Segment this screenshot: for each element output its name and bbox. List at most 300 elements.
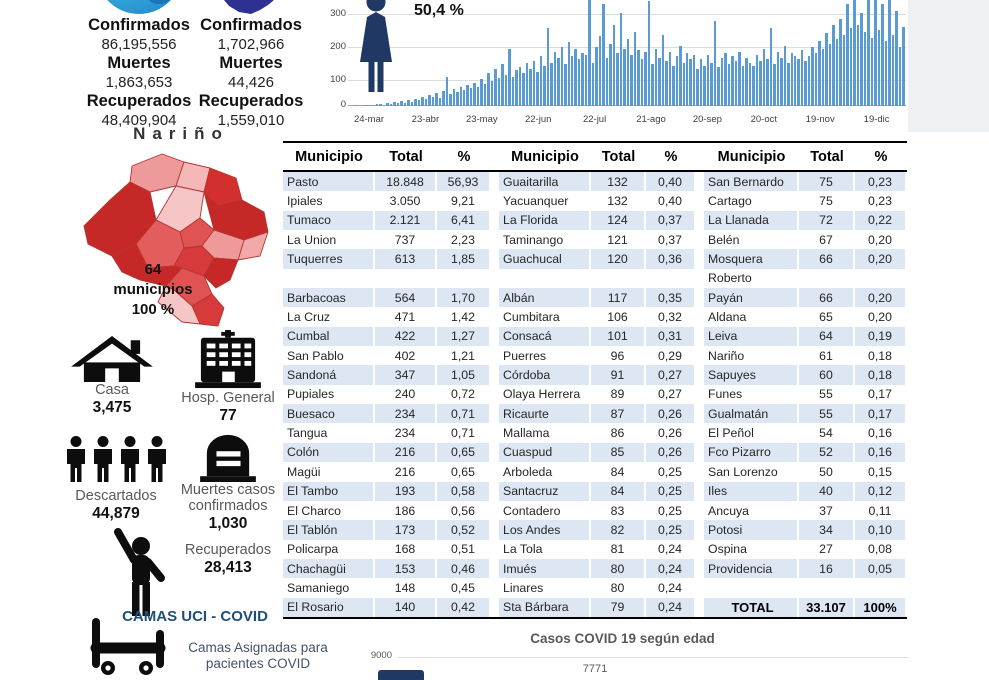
daily-bar (494, 69, 496, 106)
daily-bar (470, 88, 472, 106)
table-cell: Imués (499, 559, 591, 578)
municipios-percent: 100 % (131, 301, 175, 318)
daily-bar (832, 25, 834, 106)
table-cell: 75 (799, 191, 855, 210)
table-cell: 81 (591, 540, 646, 559)
hospital-bed-icon (84, 618, 180, 676)
table-cell: 0,27 (646, 385, 696, 404)
hospital-stat (178, 330, 278, 425)
table-cell: 55 (799, 385, 855, 404)
table-cell (375, 269, 437, 288)
daily-bar (442, 91, 444, 106)
table-cell: 422 (375, 327, 437, 346)
daily-bar (839, 19, 841, 106)
table-cell: 79 (591, 598, 646, 617)
table-cell: 0,25 (646, 462, 696, 481)
table-cell: 148 (375, 578, 437, 597)
world-recovered-value: 48,409,904 (101, 112, 177, 129)
table-row (283, 501, 907, 520)
daily-bar (425, 99, 427, 106)
daily-bar (784, 46, 786, 106)
daily-bar (561, 47, 563, 106)
table-cell: 0,42 (437, 598, 491, 617)
table-cell: 0,20 (855, 288, 907, 307)
daily-bar (522, 73, 524, 106)
daily-bar (501, 64, 503, 106)
daily-bar (487, 73, 489, 106)
colombia-confirmed-value: 1,702,966 (217, 36, 285, 53)
table-row (283, 172, 907, 191)
table-cell: 84 (591, 462, 646, 481)
x-tick-label: 24-mar (353, 114, 385, 125)
table-row (283, 462, 907, 481)
daily-bar (714, 21, 716, 106)
daily-bar (679, 46, 681, 106)
table-cell: 216 (375, 443, 437, 462)
daily-bar (745, 58, 747, 106)
table-cell: Tangua (283, 423, 375, 442)
daily-bar (491, 81, 493, 106)
table-cell: Colón (283, 443, 375, 462)
table-cell: 1,85 (437, 249, 491, 268)
daily-bar (571, 56, 573, 106)
table-cell: 0,10 (855, 520, 907, 539)
muertes-value: 1,030 (208, 515, 248, 532)
table-cell: San Pablo (283, 346, 375, 365)
daily-bar (466, 85, 468, 106)
table-cell: El Rosario (283, 598, 375, 617)
table-cell: La Cruz (283, 307, 375, 326)
daily-bar (693, 55, 695, 106)
daily-bar (557, 58, 559, 106)
table-cell: 0,46 (437, 559, 491, 578)
table-cell: 80 (591, 578, 646, 597)
table-cell: 240 (375, 385, 437, 404)
table-cell: El Tablón (283, 520, 375, 539)
table-header-cell: % (457, 148, 471, 165)
table-cell: 66 (799, 249, 855, 268)
table-cell: 87 (591, 404, 646, 423)
daily-bar (526, 63, 528, 106)
daily-bar (655, 49, 657, 106)
table-cell (499, 269, 591, 288)
x-tick-label: 23-may (465, 114, 498, 125)
table-cell: 0,17 (855, 385, 907, 404)
y-tick-label: 100 (330, 74, 346, 85)
table-cell: 168 (375, 540, 437, 559)
table-cell: 56,93 (437, 172, 491, 191)
table-cell: Chachagüi (283, 559, 375, 578)
table-row (283, 307, 907, 326)
women-percent-label: 50,4 % (414, 2, 464, 19)
daily-bar (627, 39, 629, 106)
table-cell: El Charco (283, 501, 375, 520)
world-deaths-value: 1,863,653 (105, 74, 173, 91)
table-cell: Puerres (499, 346, 591, 365)
table-cell: 0,12 (855, 482, 907, 501)
daily-bar (710, 63, 712, 106)
table-cell: 0,20 (855, 307, 907, 326)
table-cell: 61 (799, 346, 855, 365)
table-header-cell: Municipio (295, 148, 363, 165)
table-cell: Olaya Herrera (499, 385, 591, 404)
table-header-row (283, 141, 907, 172)
table-cell: 0,25 (646, 501, 696, 520)
daily-bar (717, 67, 719, 106)
table-row (283, 385, 907, 404)
table-cell: 64 (799, 327, 855, 346)
table-cell: Belén (704, 230, 799, 249)
table-cell: 0,35 (646, 288, 696, 307)
table-cell: Buesaco (283, 404, 375, 423)
table-row (283, 423, 907, 442)
table-cell: 33.107 (799, 598, 855, 617)
descartados-label: Descartados (75, 488, 157, 504)
table-cell: 16 (799, 559, 855, 578)
table-cell: Magüi (283, 462, 375, 481)
table-cell: 89 (591, 385, 646, 404)
table-cell: 0,29 (646, 346, 696, 365)
colombia-map-icon (222, 0, 276, 15)
table-cell: Albán (499, 288, 591, 307)
recuperados-value: 28,413 (204, 559, 252, 576)
municipios-count: 64 (144, 261, 162, 278)
world-recovered-label: Recuperados (86, 92, 192, 110)
hospital-icon (193, 330, 263, 390)
table-cell (855, 269, 907, 288)
table-cell: 0,71 (437, 423, 491, 442)
daily-bar (899, 47, 901, 106)
table-cell: Providencia (704, 559, 799, 578)
age-chart-y-tick: 9000 (370, 650, 392, 661)
daily-bar (602, 4, 604, 106)
table-cell: 234 (375, 404, 437, 423)
table-cell (437, 269, 491, 288)
table-cell: 1,05 (437, 365, 491, 384)
table-cell: TOTAL (704, 598, 799, 617)
daily-bar (728, 64, 730, 106)
table-cell: 0,72 (437, 385, 491, 404)
daily-bar (707, 55, 709, 106)
table-cell: Los Andes (499, 520, 591, 539)
x-tick-label: 23-abr (411, 114, 440, 125)
table-cell: El Tambo (283, 482, 375, 501)
age-chart-title: Casos COVID 19 según edad (530, 631, 715, 646)
daily-bar (595, 47, 597, 106)
table-cell: Córdoba (499, 365, 591, 384)
table-cell: 0,17 (855, 404, 907, 423)
daily-bar (791, 53, 793, 106)
table-cell: Yacuanquer (499, 191, 591, 210)
daily-bar (609, 44, 611, 106)
daily-bar (836, 39, 838, 106)
table-cell: 54 (799, 423, 855, 442)
table-cell: 1,27 (437, 327, 491, 346)
daily-bar (822, 49, 824, 106)
table-row (283, 365, 907, 384)
table-cell: 0,40 (646, 191, 696, 210)
table-row (283, 482, 907, 501)
daily-bar (634, 32, 636, 106)
table-cell: 140 (375, 598, 437, 617)
daily-bar (564, 64, 566, 106)
table-cell: 2.121 (375, 211, 437, 230)
table-cell: 2,23 (437, 230, 491, 249)
daily-bar (512, 77, 514, 106)
table-cell: 1,70 (437, 288, 491, 307)
table-cell: Sta Bárbara (499, 598, 591, 617)
daily-bar (756, 55, 758, 106)
daily-bar (780, 58, 782, 106)
table-cell: 50 (799, 462, 855, 481)
table-cell: 60 (799, 365, 855, 384)
table-cell: Aldana (704, 307, 799, 326)
daily-bar (616, 53, 618, 106)
daily-bar (846, 4, 848, 106)
table-cell: Guachucal (499, 249, 591, 268)
daily-bar (696, 69, 698, 106)
table-cell: 0,23 (855, 191, 907, 210)
daily-bar (811, 47, 813, 106)
daily-bar (400, 101, 402, 106)
daily-bar (637, 50, 639, 106)
daily-bar (892, 35, 894, 106)
table-cell: Consacá (499, 327, 591, 346)
table-cell: 173 (375, 520, 437, 539)
x-tick-label: 21-ago (636, 114, 666, 125)
table-row (283, 327, 907, 346)
table-cell: 0,24 (646, 578, 696, 597)
table-cell: 0,25 (646, 482, 696, 501)
table-cell: 0,20 (855, 249, 907, 268)
table-header-cell: Municipio (717, 148, 786, 165)
table-cell (283, 269, 375, 288)
table-cell: 0,15 (855, 462, 907, 481)
daily-bar (773, 64, 775, 106)
table-cell: 0,05 (855, 559, 907, 578)
daily-bar (721, 58, 723, 106)
daily-bar (857, 25, 859, 106)
table-cell: Mosquera (704, 249, 799, 268)
table-cell: 234 (375, 423, 437, 442)
daily-bar (519, 67, 521, 106)
hospital-label: Hosp. General (181, 390, 275, 406)
muertes-stat (172, 432, 284, 533)
daily-bar (766, 59, 768, 106)
world-confirmed-label: Confirmados (88, 16, 190, 34)
daily-bar (449, 94, 451, 106)
table-header-cell: % (874, 148, 888, 165)
table-cell: 0,51 (437, 540, 491, 559)
daily-bar (850, 28, 852, 106)
daily-bar (797, 59, 799, 106)
table-cell: Mallama (499, 423, 591, 442)
daily-bar (432, 97, 434, 106)
daily-bar (540, 56, 542, 106)
table-row (283, 598, 907, 617)
muertes-label: Muertes casos confirmados (180, 482, 276, 514)
table-cell: Gualmatán (704, 404, 799, 423)
table-cell: Sandoná (283, 365, 375, 384)
daily-bar (895, 11, 897, 106)
daily-bar (676, 56, 678, 106)
daily-bar (683, 63, 685, 106)
daily-bar (902, 27, 904, 106)
table-cell: 471 (375, 307, 437, 326)
colombia-stats (196, 0, 306, 130)
globe-icon (96, 0, 182, 14)
daily-bar (536, 72, 538, 106)
table-cell: 124 (591, 211, 646, 230)
table-cell: 55 (799, 404, 855, 423)
daily-bar (641, 59, 643, 106)
daily-bar (515, 70, 517, 106)
table-cell: 72 (799, 211, 855, 230)
daily-bar (651, 64, 653, 106)
table-cell: 0,56 (437, 501, 491, 520)
table-cell: 1,42 (437, 307, 491, 326)
table-cell: 0,20 (855, 230, 907, 249)
table-row (283, 288, 907, 307)
daily-bar (860, 13, 862, 106)
table-cell: 84 (591, 482, 646, 501)
table-cell: Santacruz (499, 482, 591, 501)
table-cell: 0,23 (855, 172, 907, 191)
daily-bar (689, 59, 691, 106)
table-cell: 132 (591, 172, 646, 191)
daily-bar (752, 66, 754, 106)
daily-bar (599, 36, 601, 106)
daily-bar (763, 49, 765, 106)
daily-bar (620, 13, 622, 106)
table-cell: 86 (591, 423, 646, 442)
daily-bar (665, 61, 667, 106)
table-cell: 52 (799, 443, 855, 462)
table-cell: Ricaurte (499, 404, 591, 423)
table-cell: 34 (799, 520, 855, 539)
table-cell: La Union (283, 230, 375, 249)
table-cell: 100% (855, 598, 907, 617)
daily-bar (648, 1, 650, 106)
table-cell: 9,21 (437, 191, 491, 210)
camas-subtitle-line2: pacientes COVID (205, 655, 311, 671)
colombia-deaths-value: 44,426 (228, 74, 274, 91)
table-cell: 0,45 (437, 578, 491, 597)
daily-bar (421, 97, 423, 106)
table-cell (855, 578, 907, 597)
table-cell: Tuquerres (283, 249, 375, 268)
daily-bar (825, 33, 827, 106)
daily-bar (808, 56, 810, 106)
x-tick-label: 20-oct (750, 114, 777, 125)
table-cell: 0,37 (646, 230, 696, 249)
colombia-deaths-label: Muertes (219, 54, 283, 72)
x-tick-label: 19-nov (805, 114, 835, 125)
daily-bar (686, 53, 688, 106)
daily-bar (480, 79, 482, 106)
table-cell: 65 (799, 307, 855, 326)
daily-bar (801, 50, 803, 106)
daily-bar (588, 0, 590, 106)
table-cell: 120 (591, 249, 646, 268)
daily-bar (731, 56, 733, 106)
table-cell: 0,26 (646, 404, 696, 423)
daily-bar (529, 69, 531, 106)
casa-value: 3,475 (92, 399, 132, 416)
daily-bar (881, 4, 883, 106)
table-cell: 0,65 (437, 443, 491, 462)
y-tick-label: 0 (340, 99, 346, 110)
daily-bar (397, 103, 399, 106)
table-header-cell: Total (810, 148, 844, 165)
woman-icon (358, 0, 394, 106)
table-header-cell: % (664, 148, 678, 165)
house-icon (69, 336, 155, 382)
world-deaths-label: Muertes (107, 54, 171, 72)
table-cell: Cumbitara (499, 307, 591, 326)
daily-bar (613, 25, 615, 106)
colombia-confirmed-label: Confirmados (200, 16, 302, 34)
table-cell: 153 (375, 559, 437, 578)
table-cell: San Lorenzo (704, 462, 799, 481)
table-header-cell: Municipio (511, 148, 579, 165)
table-cell: 613 (375, 249, 437, 268)
table-cell: Funes (704, 385, 799, 404)
table-cell: 1,21 (437, 346, 491, 365)
daily-bar (543, 66, 545, 106)
table-cell: 0,32 (646, 307, 696, 326)
daily-bar (578, 59, 580, 106)
table-cell: 0,65 (437, 462, 491, 481)
table-cell: 402 (375, 346, 437, 365)
camas-uci-title: CAMAS UCI - COVID (122, 608, 268, 625)
daily-bar (498, 78, 500, 106)
daily-bar (456, 92, 458, 106)
table-cell: Payán (704, 288, 799, 307)
table-cell: 80 (591, 559, 646, 578)
table-cell: 0,26 (646, 423, 696, 442)
daily-bar (568, 42, 570, 106)
table-cell: 0,71 (437, 404, 491, 423)
daily-bar (418, 100, 420, 106)
x-tick-label: 20-sep (692, 114, 722, 125)
table-row (283, 346, 907, 365)
recuperados-label: Recuperados (184, 542, 272, 558)
daily-bar (864, 32, 866, 106)
table-cell (799, 269, 855, 288)
daily-bar (411, 102, 413, 106)
table-cell: 0,22 (855, 211, 907, 230)
table-cell: Guaitarilla (499, 172, 591, 191)
table-cell: 0,11 (855, 501, 907, 520)
table-cell: 96 (591, 346, 646, 365)
daily-bar (477, 87, 479, 106)
x-tick-label: 22-jul (582, 114, 607, 125)
table-cell: 37 (799, 501, 855, 520)
table-cell: 117 (591, 288, 646, 307)
camas-subtitle (182, 640, 334, 671)
daily-bar (867, 0, 869, 106)
table-row (283, 249, 907, 268)
table-cell: Linares (499, 578, 591, 597)
daily-bar (742, 66, 744, 106)
daily-bar (428, 95, 430, 106)
table-cell: 121 (591, 230, 646, 249)
x-tick-label: 22-jun (524, 114, 552, 125)
daily-bar (749, 63, 751, 106)
daily-bar (777, 52, 779, 106)
hospital-value: 77 (219, 407, 237, 424)
